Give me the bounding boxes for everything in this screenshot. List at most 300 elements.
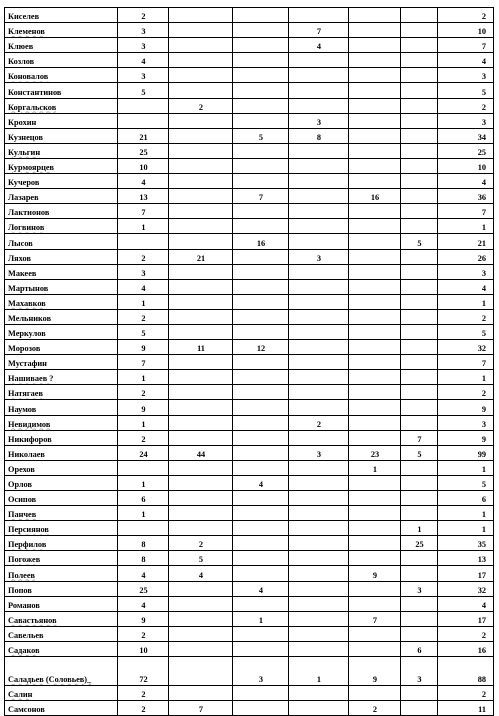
count-text: 1 (481, 374, 486, 384)
surname-cell (5, 113, 118, 128)
count-text: 72 (139, 675, 148, 685)
count-cell-c1 (118, 551, 169, 566)
count-cell-c6 (401, 581, 438, 596)
count-text: 1 (258, 615, 264, 625)
count-cell-c6 (401, 189, 438, 204)
count-cell-c5 (349, 340, 401, 355)
count-text: 21 (139, 132, 148, 142)
count-cell-c2 (169, 415, 233, 430)
count-text: 3 (141, 27, 146, 37)
count-text: 1 (372, 464, 378, 474)
surname-text: Макеев (8, 268, 37, 278)
count-cell-c6 (401, 68, 438, 83)
count-cell-c2 (169, 174, 233, 189)
count-cell-c3 (233, 113, 289, 128)
surname-text: Полеев (8, 570, 35, 580)
count-cell-c5 (349, 113, 401, 128)
count-cell-c4 (289, 626, 349, 641)
count-text: 32 (477, 585, 486, 595)
count-text: 1 (141, 510, 146, 520)
count-text: 25 (415, 540, 424, 550)
table-row (5, 686, 494, 701)
count-text: 1 (481, 223, 486, 233)
total-cell (438, 279, 494, 294)
count-text: 7 (481, 359, 486, 369)
table-row (5, 460, 494, 475)
surname-cell (5, 23, 118, 38)
table-row (5, 430, 494, 445)
count-cell-c6 (401, 98, 438, 113)
count-cell-c2 (169, 189, 233, 204)
total-cell (438, 445, 494, 460)
count-cell-c2 (169, 83, 233, 98)
count-cell-c3 (233, 249, 289, 264)
count-cell-c4 (289, 475, 349, 490)
total-cell (438, 581, 494, 596)
count-cell-c2 (169, 611, 233, 626)
count-cell-c3 (233, 686, 289, 701)
table-row (5, 158, 494, 173)
table-row (5, 98, 494, 113)
count-cell-c6 (401, 355, 438, 370)
surname-cell (5, 249, 118, 264)
count-cell-c3 (233, 400, 289, 415)
surname-text: Козлов (8, 57, 35, 67)
surname-text: Погожев (8, 555, 41, 565)
count-text: 21 (477, 238, 486, 248)
count-cell-c2 (169, 98, 233, 113)
count-text: 2 (141, 434, 146, 444)
count-text: 2 (481, 630, 486, 640)
total-cell (438, 400, 494, 415)
table-row (5, 340, 494, 355)
count-cell-c4 (289, 355, 349, 370)
total-cell (438, 566, 494, 581)
count-cell-c4 (289, 324, 349, 339)
count-cell-c4 (289, 8, 349, 23)
surname-cell (5, 98, 118, 113)
count-cell-c4 (289, 596, 349, 611)
count-text: 21 (196, 253, 206, 263)
count-cell-c6 (401, 234, 438, 249)
count-cell-c1 (118, 491, 169, 506)
count-cell-c5 (349, 143, 401, 158)
total-cell (438, 491, 494, 506)
count-cell-c3 (233, 657, 289, 686)
surname-count-table (4, 7, 494, 716)
total-cell (438, 506, 494, 521)
count-cell-c1 (118, 475, 169, 490)
table-row (5, 521, 494, 536)
count-text: 35 (477, 540, 486, 550)
total-cell (438, 641, 494, 656)
surname-text: Кучеров (8, 178, 40, 188)
count-cell-c4 (289, 641, 349, 656)
count-cell-c3 (233, 23, 289, 38)
count-text: 2 (481, 102, 486, 112)
count-text: 3 (481, 419, 486, 429)
count-text: 4 (141, 600, 146, 610)
total-cell (438, 415, 494, 430)
count-cell-c2 (169, 400, 233, 415)
total-cell (438, 309, 494, 324)
total-cell (438, 38, 494, 53)
count-text: 88 (477, 675, 486, 685)
count-cell-c2 (169, 38, 233, 53)
table-row (5, 596, 494, 611)
count-text: 4 (481, 57, 486, 67)
count-cell-c6 (401, 400, 438, 415)
count-text: 3 (258, 675, 264, 685)
surname-text: Орехов (8, 464, 35, 474)
count-cell-c4 (289, 294, 349, 309)
count-cell-c4 (289, 189, 349, 204)
count-cell-c1 (118, 701, 169, 716)
count-cell-c5 (349, 551, 401, 566)
total-cell (438, 385, 494, 400)
count-cell-c6 (401, 536, 438, 551)
surname-cell (5, 68, 118, 83)
count-cell-c1 (118, 340, 169, 355)
table-row (5, 83, 494, 98)
count-text: 4 (141, 178, 146, 188)
count-cell-c1 (118, 38, 169, 53)
count-cell-c1 (118, 219, 169, 234)
count-cell-c5 (349, 400, 401, 415)
count-cell-c5 (349, 475, 401, 490)
surname-cell (5, 657, 118, 686)
count-text: 2 (316, 419, 322, 429)
total-cell (438, 189, 494, 204)
surname-text: Лысов (8, 238, 33, 248)
count-cell-c2 (169, 657, 233, 686)
count-cell-c5 (349, 158, 401, 173)
count-cell-c4 (289, 611, 349, 626)
table-row (5, 128, 494, 143)
count-cell-c6 (401, 657, 438, 686)
count-cell-c1 (118, 128, 169, 143)
count-text: 1 (141, 480, 146, 489)
count-cell-c1 (118, 641, 169, 656)
count-cell-c4 (289, 657, 349, 686)
count-cell-c5 (349, 53, 401, 68)
count-text: 5 (417, 238, 422, 248)
count-text: 4 (481, 178, 486, 188)
count-text: 4 (258, 585, 264, 595)
count-text: 99 (477, 449, 486, 459)
count-cell-c6 (401, 340, 438, 355)
count-cell-c4 (289, 385, 349, 400)
count-text: 25 (139, 147, 148, 157)
count-cell-c4 (289, 566, 349, 581)
count-cell-c3 (233, 204, 289, 219)
count-cell-c5 (349, 264, 401, 279)
count-text: 7 (316, 27, 322, 37)
count-cell-c4 (289, 506, 349, 521)
count-cell-c1 (118, 626, 169, 641)
surname-text: Садаков (8, 646, 40, 656)
count-cell-c3 (233, 128, 289, 143)
count-cell-c5 (349, 234, 401, 249)
count-cell-c3 (233, 8, 289, 23)
surname-text: Персиянов (8, 525, 49, 535)
count-text: 23 (370, 449, 380, 459)
count-cell-c3 (233, 370, 289, 385)
total-cell (438, 370, 494, 385)
surname-cell (5, 279, 118, 294)
total-cell (438, 234, 494, 249)
count-cell-c1 (118, 324, 169, 339)
count-text: 2 (372, 705, 378, 715)
count-cell-c1 (118, 23, 169, 38)
count-cell-c2 (169, 309, 233, 324)
surname-text: Орлов (8, 480, 32, 489)
surname-cell (5, 309, 118, 324)
count-cell-c1 (118, 611, 169, 626)
count-cell-c4 (289, 701, 349, 716)
count-cell-c5 (349, 686, 401, 701)
count-cell-c6 (401, 309, 438, 324)
count-text: 4 (481, 283, 486, 293)
table-row (5, 611, 494, 626)
surname-text: Саладьев (Соловьев)_ (8, 675, 92, 685)
count-cell-c2 (169, 641, 233, 656)
count-text: 34 (477, 132, 486, 142)
surname-cell (5, 143, 118, 158)
count-cell-c2 (169, 491, 233, 506)
count-text: 6 (141, 495, 146, 505)
table-row (5, 249, 494, 264)
count-cell-c2 (169, 219, 233, 234)
count-cell-c1 (118, 8, 169, 23)
surname-text: Константинов (8, 87, 62, 97)
count-cell-c2 (169, 279, 233, 294)
count-text: 9 (141, 344, 146, 354)
table-row (5, 143, 494, 158)
count-text: 7 (141, 359, 146, 369)
count-cell-c1 (118, 400, 169, 415)
count-cell-c2 (169, 53, 233, 68)
surname-cell (5, 686, 118, 701)
count-cell-c5 (349, 385, 401, 400)
count-text: 1 (316, 675, 322, 685)
count-cell-c4 (289, 400, 349, 415)
count-text: 1 (141, 374, 146, 384)
total-cell (438, 430, 494, 445)
count-text: 5 (481, 87, 486, 97)
count-cell-c1 (118, 460, 169, 475)
count-cell-c2 (169, 506, 233, 521)
count-cell-c6 (401, 324, 438, 339)
count-text: 2 (198, 102, 204, 112)
count-cell-c3 (233, 355, 289, 370)
count-cell-c6 (401, 566, 438, 581)
table-row (5, 355, 494, 370)
count-cell-c5 (349, 445, 401, 460)
surname-cell (5, 491, 118, 506)
count-cell-c4 (289, 23, 349, 38)
surname-cell (5, 204, 118, 219)
total-cell (438, 8, 494, 23)
count-cell-c5 (349, 415, 401, 430)
count-cell-c4 (289, 174, 349, 189)
surname-text: Клюев (8, 42, 34, 52)
count-cell-c3 (233, 475, 289, 490)
count-cell-c4 (289, 158, 349, 173)
count-cell-c3 (233, 701, 289, 716)
surname-text: Савастьянов (8, 615, 57, 625)
count-cell-c6 (401, 506, 438, 521)
count-cell-c1 (118, 309, 169, 324)
count-cell-c1 (118, 355, 169, 370)
count-text: 5 (481, 480, 486, 489)
count-cell-c5 (349, 294, 401, 309)
count-text: 8 (316, 132, 322, 142)
count-cell-c5 (349, 430, 401, 445)
surname-text: Крохин (8, 117, 37, 127)
count-cell-c6 (401, 626, 438, 641)
count-cell-c5 (349, 98, 401, 113)
surname-cell (5, 445, 118, 460)
total-cell (438, 98, 494, 113)
count-text: 24 (139, 449, 148, 459)
count-text: 5 (141, 329, 146, 339)
count-cell-c4 (289, 340, 349, 355)
count-cell-c3 (233, 536, 289, 551)
count-cell-c1 (118, 189, 169, 204)
table-row (5, 324, 494, 339)
surname-cell (5, 415, 118, 430)
count-cell-c4 (289, 113, 349, 128)
count-cell-c6 (401, 113, 438, 128)
surname-text: Нашиваев ? (8, 374, 54, 384)
total-cell (438, 113, 494, 128)
surname-text: Осипов (8, 495, 37, 505)
surname-text: Киселев (8, 12, 40, 22)
count-cell-c1 (118, 98, 169, 113)
count-text: 36 (477, 193, 486, 203)
surname-text: Николаев (8, 449, 45, 459)
count-text: 13 (477, 555, 486, 565)
total-cell (438, 340, 494, 355)
count-text: 3 (316, 117, 322, 127)
count-text: 3 (316, 253, 322, 263)
total-cell (438, 204, 494, 219)
table-row (5, 400, 494, 415)
total-cell (438, 128, 494, 143)
count-text: 9 (481, 434, 486, 444)
count-cell-c2 (169, 340, 233, 355)
surname-text: Наумов (8, 404, 37, 414)
count-text: 4 (141, 570, 146, 580)
count-cell-c4 (289, 219, 349, 234)
count-text: 10 (477, 27, 486, 37)
surname-cell (5, 611, 118, 626)
total-cell (438, 174, 494, 189)
count-cell-c4 (289, 370, 349, 385)
surname-text: Натягаев (8, 389, 43, 399)
count-cell-c5 (349, 83, 401, 98)
count-text: 2 (141, 705, 146, 715)
count-cell-c1 (118, 53, 169, 68)
count-cell-c5 (349, 506, 401, 521)
count-cell-c6 (401, 249, 438, 264)
table-row (5, 415, 494, 430)
surname-cell (5, 385, 118, 400)
count-cell-c5 (349, 566, 401, 581)
surname-cell (5, 626, 118, 641)
count-cell-c5 (349, 8, 401, 23)
count-cell-c1 (118, 158, 169, 173)
count-cell-c6 (401, 158, 438, 173)
count-text: 8 (141, 555, 146, 565)
surname-cell (5, 641, 118, 656)
count-text: 1 (141, 223, 146, 233)
surname-text: Коновалов (8, 72, 49, 82)
count-cell-c3 (233, 279, 289, 294)
count-text: 3 (417, 585, 422, 595)
count-cell-c6 (401, 491, 438, 506)
count-text: 7 (141, 208, 146, 218)
total-cell (438, 626, 494, 641)
surname-text: Меркулов (8, 329, 46, 339)
count-text: 1 (141, 419, 146, 429)
count-text: 7 (417, 434, 422, 444)
count-cell-c5 (349, 370, 401, 385)
count-cell-c3 (233, 309, 289, 324)
table-row (5, 385, 494, 400)
count-cell-c1 (118, 566, 169, 581)
count-text: 4 (316, 42, 322, 52)
surname-text: Коргальсков (8, 102, 57, 112)
table-row (5, 279, 494, 294)
count-text: 2 (481, 313, 486, 323)
count-cell-c5 (349, 641, 401, 656)
count-cell-c1 (118, 657, 169, 686)
table-row (5, 370, 494, 385)
count-text: 25 (139, 585, 148, 595)
count-cell-c4 (289, 143, 349, 158)
count-cell-c5 (349, 68, 401, 83)
count-cell-c3 (233, 340, 289, 355)
count-cell-c1 (118, 521, 169, 536)
count-cell-c4 (289, 128, 349, 143)
count-text: 16 (370, 193, 380, 203)
count-text: 3 (316, 449, 322, 459)
count-text: 1 (141, 298, 146, 308)
count-cell-c2 (169, 143, 233, 158)
total-cell (438, 551, 494, 566)
count-cell-c6 (401, 219, 438, 234)
count-text: 3 (417, 675, 422, 685)
count-text: 16 (256, 238, 266, 248)
count-cell-c3 (233, 234, 289, 249)
count-text: 32 (477, 344, 486, 354)
count-text: 16 (477, 646, 486, 656)
count-cell-c2 (169, 686, 233, 701)
surname-text: Невидимов (8, 419, 51, 429)
count-cell-c3 (233, 324, 289, 339)
count-cell-c2 (169, 370, 233, 385)
count-cell-c1 (118, 445, 169, 460)
count-cell-c1 (118, 279, 169, 294)
count-cell-c3 (233, 430, 289, 445)
total-cell (438, 143, 494, 158)
count-cell-c5 (349, 219, 401, 234)
count-cell-c2 (169, 294, 233, 309)
surname-cell (5, 340, 118, 355)
count-cell-c4 (289, 491, 349, 506)
